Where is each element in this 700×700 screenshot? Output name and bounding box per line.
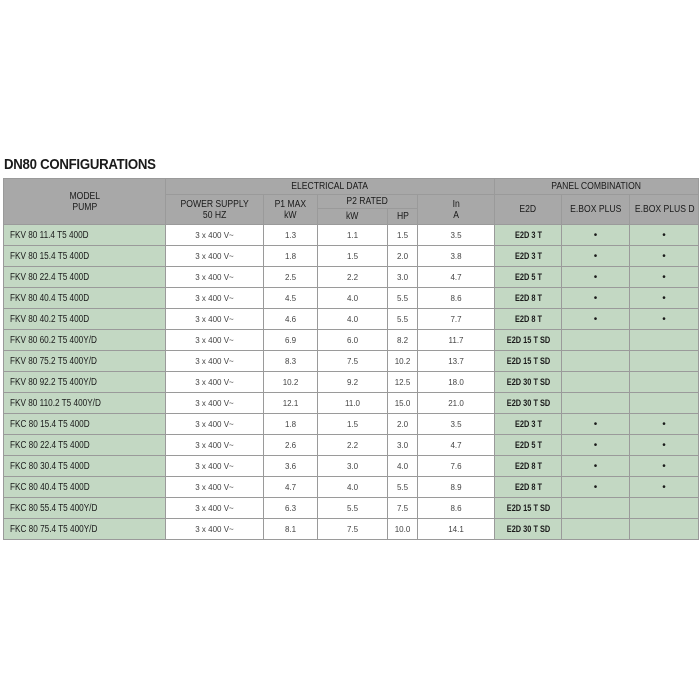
table-row: [4, 309, 699, 330]
cell-power-supply: 3 x 400 V~: [166, 414, 264, 435]
cell-model: FKC 80 55.4 T5 400Y/D: [4, 498, 166, 519]
cell-ebox-plus-d: •: [630, 267, 699, 288]
header-p2-hp: HP: [388, 209, 418, 225]
header-electrical-data: ELECTRICAL DATA: [166, 179, 495, 195]
cell-e2d: E2D 8 T: [495, 477, 562, 498]
cell-p2-hp: 5.5: [388, 477, 418, 498]
header-p2-rated: P2 RATED: [318, 195, 418, 209]
cell-ebox-plus: •: [562, 414, 630, 435]
cell-p2-hp: 8.2: [388, 330, 418, 351]
table-row: [4, 519, 699, 540]
cell-model: FKC 80 22.4 T5 400D: [4, 435, 166, 456]
table-row: [4, 456, 699, 477]
cell-ebox-plus-d: [630, 330, 699, 351]
header-in-a: In A: [418, 195, 495, 225]
cell-p2-hp: 3.0: [388, 267, 418, 288]
cell-p2-kw: 2.2: [318, 267, 388, 288]
cell-ebox-plus-d: •: [630, 435, 699, 456]
cell-p1-max: 8.1: [264, 519, 318, 540]
cell-in: 3.5: [418, 414, 495, 435]
cell-p2-hp: 10.0: [388, 519, 418, 540]
cell-e2d: E2D 8 T: [495, 456, 562, 477]
cell-model: FKC 80 75.4 T5 400Y/D: [4, 519, 166, 540]
cell-power-supply: 3 x 400 V~: [166, 435, 264, 456]
cell-p1-max: 3.6: [264, 456, 318, 477]
cell-model: FKV 80 22.4 T5 400D: [4, 267, 166, 288]
cell-e2d: E2D 30 T SD: [495, 372, 562, 393]
cell-model: FKV 80 40.4 T5 400D: [4, 288, 166, 309]
cell-p2-hp: 2.0: [388, 246, 418, 267]
cell-p1-max: 8.3: [264, 351, 318, 372]
cell-e2d: E2D 3 T: [495, 246, 562, 267]
cell-p2-kw: 4.0: [318, 288, 388, 309]
cell-e2d: E2D 15 T SD: [495, 498, 562, 519]
cell-p1-max: 1.3: [264, 225, 318, 246]
cell-in: 7.7: [418, 309, 495, 330]
header-panel-combination: PANEL COMBINATION: [495, 179, 699, 195]
cell-in: 8.9: [418, 477, 495, 498]
cell-power-supply: 3 x 400 V~: [166, 246, 264, 267]
cell-ebox-plus: [562, 351, 630, 372]
cell-power-supply: 3 x 400 V~: [166, 288, 264, 309]
cell-p2-hp: 7.5: [388, 498, 418, 519]
cell-power-supply: 3 x 400 V~: [166, 309, 264, 330]
cell-p1-max: 10.2: [264, 372, 318, 393]
cell-p2-kw: 4.0: [318, 309, 388, 330]
cell-e2d: E2D 8 T: [495, 309, 562, 330]
cell-power-supply: 3 x 400 V~: [166, 498, 264, 519]
cell-model: FKV 80 60.2 T5 400Y/D: [4, 330, 166, 351]
cell-ebox-plus: [562, 330, 630, 351]
cell-ebox-plus: •: [562, 267, 630, 288]
cell-p2-hp: 3.0: [388, 435, 418, 456]
cell-ebox-plus: •: [562, 456, 630, 477]
cell-in: 4.7: [418, 435, 495, 456]
cell-ebox-plus-d: [630, 372, 699, 393]
cell-model: FKV 80 110.2 T5 400Y/D: [4, 393, 166, 414]
cell-p1-max: 6.3: [264, 498, 318, 519]
cell-p2-kw: 9.2: [318, 372, 388, 393]
cell-ebox-plus: [562, 498, 630, 519]
cell-power-supply: 3 x 400 V~: [166, 519, 264, 540]
cell-ebox-plus: •: [562, 288, 630, 309]
cell-p2-kw: 11.0: [318, 393, 388, 414]
cell-p2-hp: 12.5: [388, 372, 418, 393]
cell-p2-hp: 15.0: [388, 393, 418, 414]
cell-ebox-plus: •: [562, 225, 630, 246]
cell-ebox-plus-d: [630, 351, 699, 372]
cell-ebox-plus: [562, 393, 630, 414]
cell-p1-max: 4.6: [264, 309, 318, 330]
cell-p2-hp: 2.0: [388, 414, 418, 435]
cell-model: FKC 80 40.4 T5 400D: [4, 477, 166, 498]
cell-p1-max: 6.9: [264, 330, 318, 351]
cell-ebox-plus: •: [562, 435, 630, 456]
cell-power-supply: 3 x 400 V~: [166, 351, 264, 372]
cell-e2d: E2D 8 T: [495, 288, 562, 309]
cell-in: 18.0: [418, 372, 495, 393]
table-row: [4, 267, 699, 288]
table-row: [4, 330, 699, 351]
cell-in: 8.6: [418, 288, 495, 309]
cell-in: 21.0: [418, 393, 495, 414]
cell-power-supply: 3 x 400 V~: [166, 456, 264, 477]
cell-e2d: E2D 5 T: [495, 435, 562, 456]
cell-ebox-plus-d: [630, 393, 699, 414]
cell-p2-kw: 7.5: [318, 351, 388, 372]
cell-e2d: E2D 3 T: [495, 414, 562, 435]
cell-e2d: E2D 3 T: [495, 225, 562, 246]
cell-in: 7.6: [418, 456, 495, 477]
cell-model: FKV 80 75.2 T5 400Y/D: [4, 351, 166, 372]
table-row: [4, 351, 699, 372]
header-model-pump: MODEL PUMP: [4, 179, 166, 225]
header-p2-kw: kW: [318, 209, 388, 225]
header-ebox-plus-d: E.BOX PLUS D: [630, 195, 699, 225]
cell-p2-kw: 3.0: [318, 456, 388, 477]
cell-ebox-plus: •: [562, 309, 630, 330]
cell-ebox-plus-d: [630, 519, 699, 540]
cell-ebox-plus-d: •: [630, 477, 699, 498]
cell-p2-kw: 2.2: [318, 435, 388, 456]
cell-model: FKV 80 40.2 T5 400D: [4, 309, 166, 330]
table-row: [4, 225, 699, 246]
cell-in: 4.7: [418, 267, 495, 288]
cell-ebox-plus-d: [630, 498, 699, 519]
cell-in: 3.8: [418, 246, 495, 267]
cell-in: 8.6: [418, 498, 495, 519]
cell-e2d: E2D 30 T SD: [495, 393, 562, 414]
cell-e2d: E2D 30 T SD: [495, 519, 562, 540]
table-row: [4, 498, 699, 519]
cell-p1-max: 12.1: [264, 393, 318, 414]
table-row: [4, 288, 699, 309]
cell-model: FKC 80 15.4 T5 400D: [4, 414, 166, 435]
cell-ebox-plus: [562, 519, 630, 540]
header-e2d: E2D: [495, 195, 562, 225]
cell-model: FKC 80 30.4 T5 400D: [4, 456, 166, 477]
cell-p2-kw: 1.5: [318, 414, 388, 435]
cell-p2-kw: 6.0: [318, 330, 388, 351]
cell-p1-max: 4.7: [264, 477, 318, 498]
cell-in: 11.7: [418, 330, 495, 351]
cell-p1-max: 1.8: [264, 246, 318, 267]
cell-e2d: E2D 15 T SD: [495, 351, 562, 372]
cell-p1-max: 1.8: [264, 414, 318, 435]
cell-ebox-plus: •: [562, 477, 630, 498]
cell-ebox-plus: [562, 372, 630, 393]
configurations-table: [3, 178, 699, 540]
cell-p1-max: 4.5: [264, 288, 318, 309]
header-power-supply: POWER SUPPLY 50 HZ: [166, 195, 264, 225]
cell-power-supply: 3 x 400 V~: [166, 267, 264, 288]
cell-ebox-plus-d: •: [630, 225, 699, 246]
cell-ebox-plus-d: •: [630, 414, 699, 435]
cell-model: FKV 80 92.2 T5 400Y/D: [4, 372, 166, 393]
cell-power-supply: 3 x 400 V~: [166, 372, 264, 393]
cell-p1-max: 2.6: [264, 435, 318, 456]
header-p1-max: P1 MAX kW: [264, 195, 318, 225]
cell-p2-hp: 4.0: [388, 456, 418, 477]
cell-power-supply: 3 x 400 V~: [166, 330, 264, 351]
cell-model: FKV 80 15.4 T5 400D: [4, 246, 166, 267]
cell-p1-max: 2.5: [264, 267, 318, 288]
cell-power-supply: 3 x 400 V~: [166, 477, 264, 498]
table-row: [4, 477, 699, 498]
cell-p2-kw: 1.1: [318, 225, 388, 246]
cell-p2-hp: 5.5: [388, 288, 418, 309]
cell-power-supply: 3 x 400 V~: [166, 225, 264, 246]
cell-p2-kw: 7.5: [318, 519, 388, 540]
header-ebox-plus: E.BOX PLUS: [562, 195, 630, 225]
cell-in: 3.5: [418, 225, 495, 246]
cell-ebox-plus-d: •: [630, 456, 699, 477]
table-row: [4, 393, 699, 414]
cell-p2-kw: 5.5: [318, 498, 388, 519]
table-row: [4, 246, 699, 267]
table-row: [4, 372, 699, 393]
cell-p2-hp: 1.5: [388, 225, 418, 246]
table-row: [4, 414, 699, 435]
cell-power-supply: 3 x 400 V~: [166, 393, 264, 414]
cell-p2-hp: 10.2: [388, 351, 418, 372]
cell-p2-kw: 1.5: [318, 246, 388, 267]
cell-ebox-plus-d: •: [630, 246, 699, 267]
cell-ebox-plus-d: •: [630, 309, 699, 330]
cell-ebox-plus: •: [562, 246, 630, 267]
cell-in: 13.7: [418, 351, 495, 372]
cell-e2d: E2D 15 T SD: [495, 330, 562, 351]
cell-e2d: E2D 5 T: [495, 267, 562, 288]
cell-ebox-plus-d: •: [630, 288, 699, 309]
cell-model: FKV 80 11.4 T5 400D: [4, 225, 166, 246]
page-title: DN80 CONFIGURATIONS: [4, 156, 156, 173]
cell-p2-hp: 5.5: [388, 309, 418, 330]
table-row: [4, 435, 699, 456]
cell-in: 14.1: [418, 519, 495, 540]
cell-p2-kw: 4.0: [318, 477, 388, 498]
